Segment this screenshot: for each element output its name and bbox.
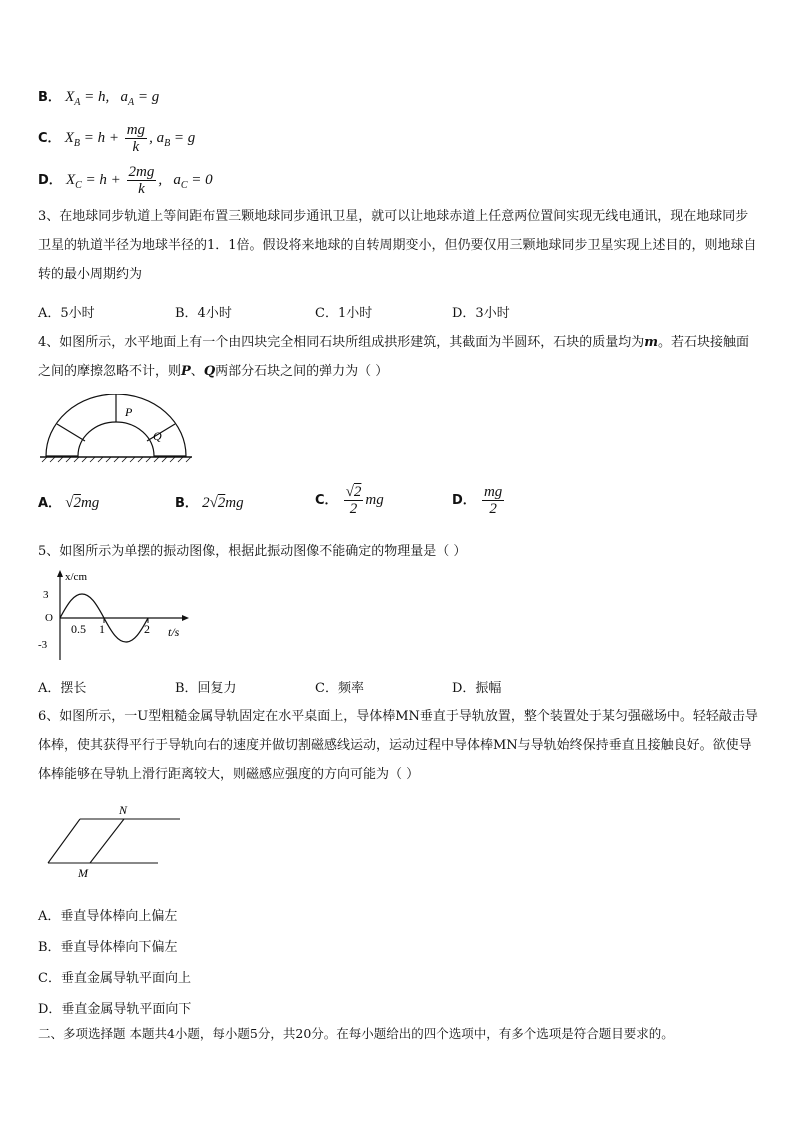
- q6-option-c: C．垂直金属导轨平面向上: [38, 971, 191, 986]
- q6-option-b: B．垂直导体棒向下偏左: [38, 940, 178, 955]
- formula: $\frac{√2}{2}$ mg: [345, 484, 384, 517]
- question-6: 6、如图所示，一U型粗糙金属导轨固定在水平桌面上，导体棒MN垂直于导轨放置，整个装置处于某匀强磁场中。轻轻敲击导体棒，使其获得平行于导轨向右的速度并做切割磁感线运动，运动过程中导体棒MN与导轨始终保持垂直且接触良好。欲使导体棒能够在导轨上滑行距离较大，则磁感应强度的方向可能为（ ）: [38, 709, 758, 782]
- x-axis-label: t/s: [168, 625, 180, 639]
- q3-option-a: A．5小时: [38, 306, 95, 321]
- q4-text-c: 两部分石块之间的弹力为（ ）: [215, 364, 389, 379]
- q4-text-b: 。若石块接触面之间的摩擦忽略不计，则: [38, 335, 750, 379]
- y-tick-origin: O: [45, 612, 53, 624]
- question-3: 3、在地球同步轨道上等间距布置三颗地球同步通讯卫星，就可以让地球赤道上任意两位置间实现无线电通讯，现在地球同步卫星的轨道半径为地球半径的1．1倍。假设将来地球的自转周期变小，但仍要仅用三颗地球同步卫星实现上述目的，则地球自转的最小周期约为: [38, 209, 757, 282]
- oscillation-graph: [36, 568, 196, 668]
- q6-option-a: A．垂直导体棒向上偏左: [38, 909, 178, 924]
- label-p: P: [125, 405, 133, 419]
- q6-option-d: D．垂直金属导轨平面向下: [38, 1002, 192, 1017]
- x-tick-1: 1: [99, 622, 105, 636]
- option-label: C．: [38, 130, 61, 146]
- option-label: D．: [452, 492, 476, 508]
- q4-sep: 、: [190, 364, 204, 379]
- q4-mass-symbol: m: [644, 335, 659, 350]
- q4-p-symbol: P: [181, 364, 191, 379]
- q3-option-c: C．1小时: [315, 306, 373, 321]
- arch-diagram: [38, 394, 198, 464]
- label-q: Q: [153, 429, 162, 443]
- q4-option-a: [38, 492, 99, 512]
- q2-option-c: [38, 122, 195, 155]
- q4-option-b: [175, 492, 244, 512]
- q5-option-c: C．频率: [315, 681, 364, 696]
- q4-option-c: [315, 484, 384, 517]
- option-label: A．: [38, 496, 62, 511]
- q5-option-a: A．摆长: [38, 681, 87, 696]
- q4-text-a: 4、如图所示，水平地面上有一个由四块完全相同石块所组成拱形建筑，其截面为半圆环，石块的质量均为: [38, 335, 645, 350]
- q2-option-b: [38, 86, 159, 108]
- q5-option-d: D．振幅: [452, 681, 502, 696]
- q5-option-b: B．回复力: [175, 681, 237, 696]
- q3-option-b: B．4小时: [175, 306, 232, 321]
- x-tick-0.5: 0.5: [71, 622, 86, 636]
- formula: $X_B = h$ + $\frac{mg}{k}$ , $a_B = g$: [64, 122, 196, 155]
- q4-q-symbol: Q: [203, 364, 216, 379]
- label-m: M: [78, 866, 88, 880]
- q3-option-d: D．3小时: [452, 306, 510, 321]
- formula: $X_C = h$ + $\frac{2mg}{k}$ , $a_C = 0$: [65, 164, 213, 197]
- q4-option-d: [452, 484, 506, 517]
- formula: √2mg: [65, 495, 100, 511]
- q2-option-d: [38, 164, 213, 197]
- option-label: B．: [38, 90, 61, 105]
- label-n: N: [119, 803, 128, 817]
- question-5: 5、如图所示为单摆的振动图像，根据此振动图像不能确定的物理量是（ ）: [38, 544, 467, 559]
- x-tick-2: 2: [144, 622, 150, 636]
- option-label: C．: [315, 492, 338, 508]
- question-4: [38, 328, 758, 386]
- section-2-heading: 二、多项选择题 本题共4小题，每小题5分，共20分。在每小题给出的四个选项中，有多个选项是符合题目要求的。: [38, 1026, 674, 1041]
- option-label: B．: [175, 496, 198, 511]
- formula: 2√2mg: [202, 495, 244, 511]
- rail-diagram: [42, 803, 192, 883]
- formula: $X_A = h$, $a_A = g$: [65, 89, 160, 108]
- y-axis-label: x/cm: [65, 571, 87, 583]
- formula: $\frac{mg}{2}$: [483, 484, 503, 517]
- y-tick-neg3: -3: [38, 639, 48, 651]
- y-tick-3: 3: [43, 589, 49, 601]
- option-label: D．: [38, 172, 62, 188]
